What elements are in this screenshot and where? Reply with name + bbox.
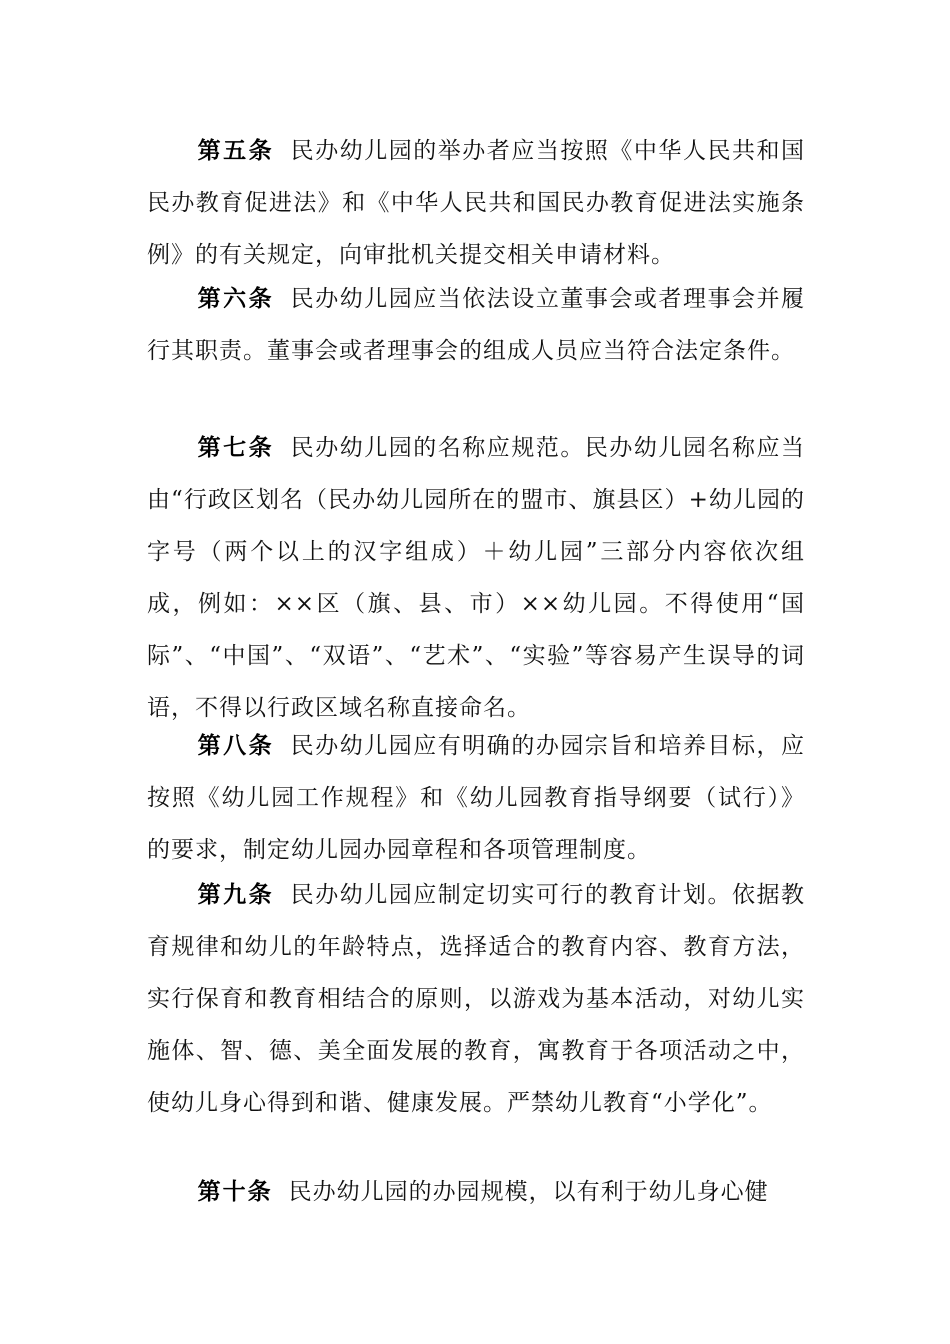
- article-text: 民办幼儿园应当依法设立董事会或者理事会并履行其职责。董事会或者理事会的组成人员应当符合法定条件。: [147, 286, 806, 364]
- article-8: [147, 720, 805, 876]
- article-5: [147, 125, 805, 281]
- article-7: [147, 422, 805, 734]
- article-text: 民办幼儿园的举办者应当按照《中华人民共和国民办教育促进法》和《中华人民共和国民办教育促进法实施条例》的有关规定，向审批机关提交相关申请材料。: [147, 138, 806, 268]
- article-title: 第五条: [197, 138, 275, 164]
- article-title: 第十条: [197, 1179, 273, 1205]
- article-text: 民办幼儿园的办园规模，以有利于幼儿身心健: [288, 1179, 769, 1205]
- article-title: 第七条: [197, 435, 275, 461]
- article-title: 第八条: [197, 733, 275, 759]
- article-title: 第六条: [197, 286, 275, 312]
- article-title: 第九条: [197, 882, 275, 908]
- article-text: 民办幼儿园应制定切实可行的教育计划。依据教育规律和幼儿的年龄特点，选择适合的教育内容、教育方法，实行保育和教育相结合的原则，以游戏为基本活动，对幼儿实施体、智、德、美全面发展的教育，寓教育于各项活动之中，使幼儿身心得到和谐、健康发展。严禁幼儿教育“小学化”。: [147, 882, 806, 1116]
- article-text: 民办幼儿园的名称应规范。民办幼儿园名称应当由“行政区划名（民办幼儿园所在的盟市、旗县区）+幼儿园的字号（两个以上的汉字组成）＋幼儿园”三部分内容依次组成，例如：××区（旗、县、市）××幼儿园。不得使用“国际”、“中国”、“双语”、“艺术”、“实验”等容易产生误导的词语，不得以行政区域名称直接命名。: [147, 435, 806, 721]
- article-9: [147, 869, 805, 1129]
- article-6: [147, 273, 805, 377]
- article-text: 民办幼儿园应有明确的办园宗旨和培养目标，应按照《幼儿园工作规程》和《幼儿园教育指导纲要（试行）》的要求，制定幼儿园办园章程和各项管理制度。: [147, 733, 806, 863]
- article-10: [147, 1166, 805, 1218]
